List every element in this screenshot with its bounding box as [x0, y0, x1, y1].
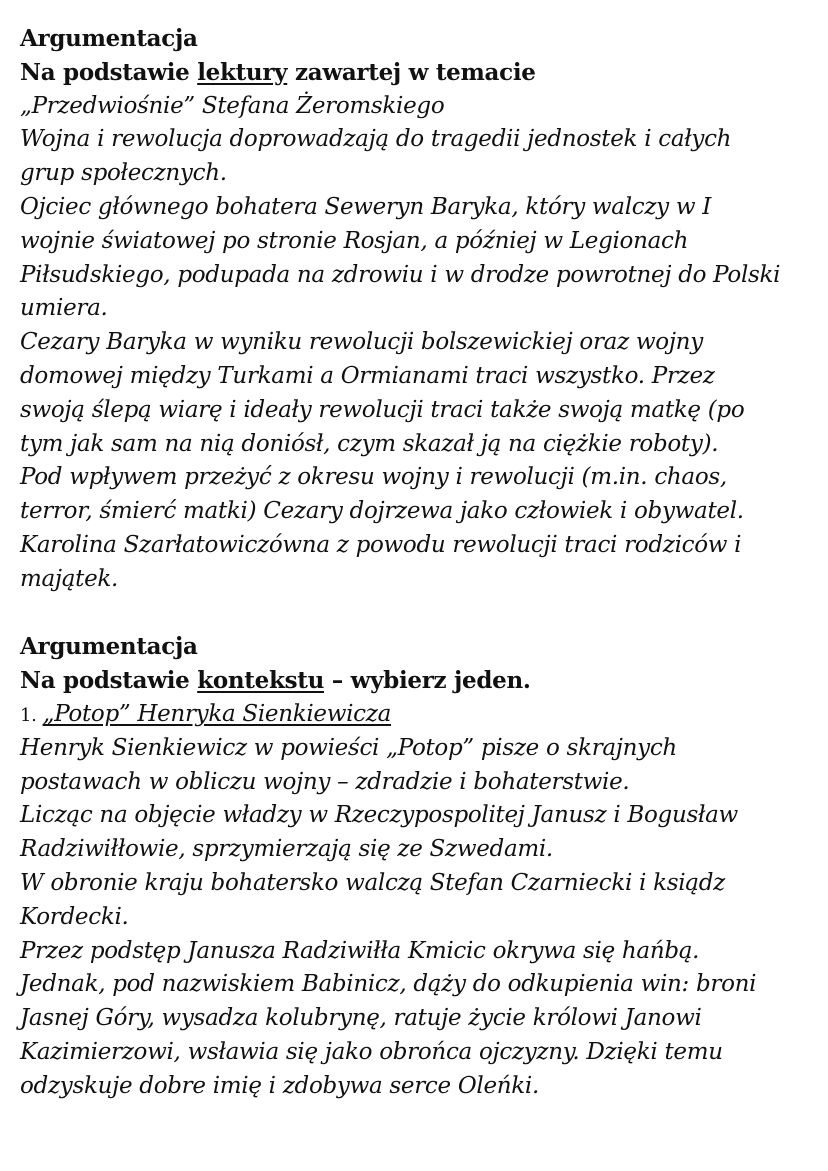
section2-line: odzyskuje dobre imię i zdobywa serce Oleńki. [20, 1072, 539, 1099]
section1-subheading [20, 56, 815, 90]
section2-line: W obronie kraju bohatersko walczą Stefan Czarniecki i ksiądz [20, 869, 725, 896]
section1-line: swoją ślepą wiarę i ideały rewolucji traci także swoją matkę (po [20, 396, 745, 423]
section1-line: Wojna i rewolucja doprowadzają do tragedii jednostek i całych [20, 126, 732, 153]
document-page [20, 22, 815, 1104]
section1-line: terror, śmierć matki) Cezary dojrzewa jako człowiek i obywatel. [20, 498, 744, 525]
section1-line: umiera. [20, 295, 108, 322]
list-item-title: „Potop” Henryka Sienkiewicza [42, 700, 391, 727]
section2-heading: Argumentacja [20, 633, 198, 661]
section1-line: Karolina Szarłatowiczówna z powodu rewolucji traci rodziców i [20, 531, 742, 558]
section2-subheading [20, 664, 815, 698]
section2-subheading-underlined: kontekstu [197, 667, 324, 695]
section2-line: Jednak, pod nazwiskiem Babinicz, dąży do odkupienia win: broni [20, 971, 757, 998]
section2-line: Kazimierzowi, wsławia się jako obrońca ojczyzny. Dzięki temu [20, 1038, 723, 1065]
section2-subheading-post: – wybierz jeden. [324, 667, 531, 695]
section2-line: Przez podstęp Janusza Radziwiłła Kmicic okrywa się hańbą. [20, 937, 700, 964]
section2-line: Henryk Sienkiewicz w powieści „Potop” pisze o skrajnych [20, 734, 677, 761]
section-spacer [20, 597, 815, 631]
list-item-number: 1. [20, 704, 37, 726]
section2-line: Licząc na objęcie władzy w Rzeczypospolitej Janusz i Bogusław [20, 802, 738, 829]
section1-line: tym jak sam na nią doniósł, czym skazał ją na ciężkie roboty). [20, 430, 719, 457]
section1-line: domowej między Turkami a Ormianami traci wszystko. Przez [20, 362, 715, 389]
section1-heading: Argumentacja [20, 25, 198, 52]
section2-line: Radziwiłłowie, sprzymierzają się ze Szwedami. [20, 836, 553, 863]
section1-subheading-post: zawartej w temacie [287, 58, 536, 86]
section1-line: Ojciec głównego bohatera Seweryn Baryka, który walczy w I [20, 193, 712, 220]
section2-line: Jasnej Góry, wysadza kolubrynę, ratuje życie królowi Janowi [20, 1005, 702, 1032]
section2-list-item [20, 698, 815, 732]
section1-subheading-underlined: lektury [197, 58, 288, 86]
section1-line: Piłsudskiego, podupada na zdrowiu i w drodze powrotnej do Polski [20, 261, 781, 288]
section1-line: majątek. [20, 565, 119, 592]
section2-line: Kordecki. [20, 903, 129, 930]
section1-line: Cezary Baryka w wyniku rewolucji bolszewickiej oraz wojny [20, 329, 703, 356]
section2-line: postawach w obliczu wojny – zdradzie i bohaterstwie. [20, 768, 630, 795]
section1-line: Pod wpływem przeżyć z okresu wojny i rewolucji (m.in. chaos, [20, 464, 727, 491]
section1-line: wojnie światowej po stronie Rosjan, a później w Legionach [20, 227, 689, 254]
section1-line: grup społecznych. [20, 160, 227, 187]
section2-subheading-pre: Na podstawie [20, 667, 198, 695]
section1-subheading-pre: Na podstawie [20, 58, 198, 86]
section1-book-title: „Przedwiośnie” Stefana Żeromskiego [20, 92, 445, 119]
